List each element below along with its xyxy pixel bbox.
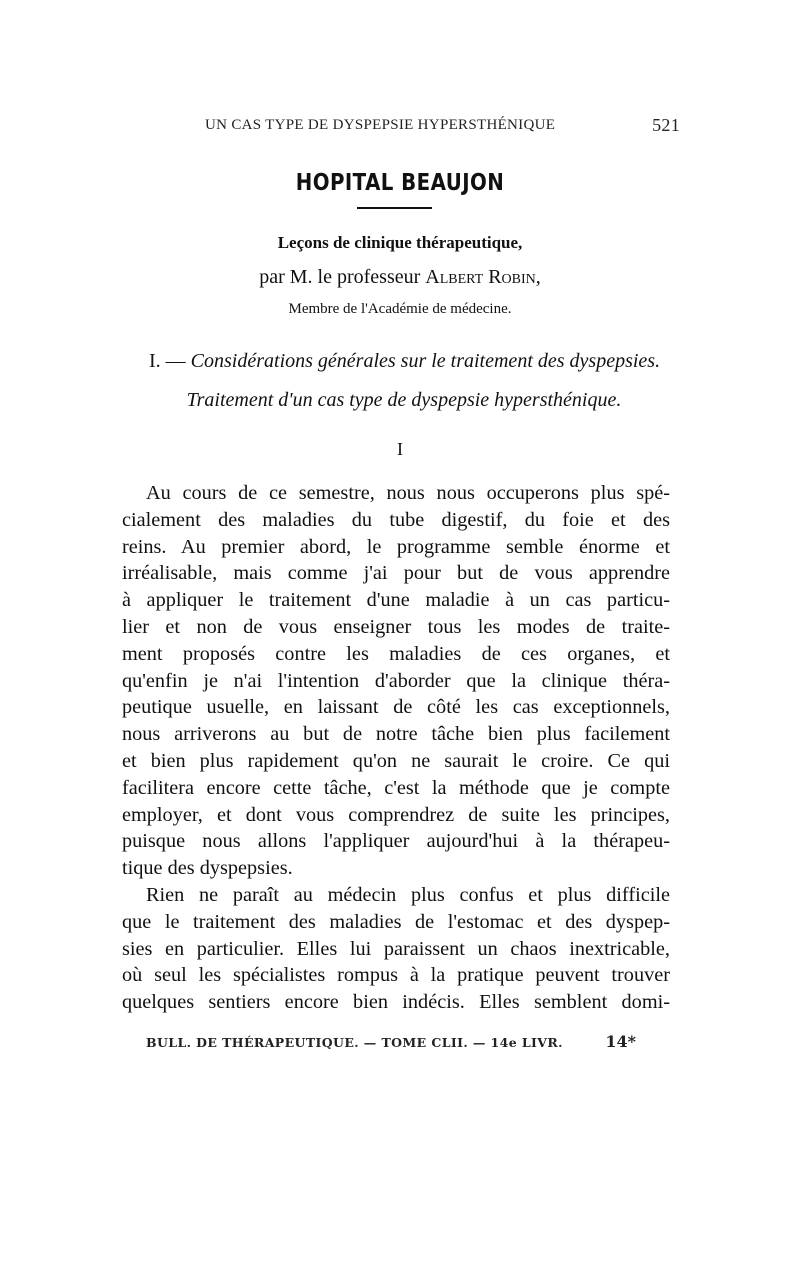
section-heading bbox=[149, 350, 679, 373]
body-line: facilitera encore cette tâche, c'est la méthode que je compte bbox=[122, 776, 670, 799]
body-line: où seul les spécialistes rompus à la pratique peuvent trouver bbox=[122, 964, 670, 987]
heading-rule bbox=[357, 207, 432, 209]
member-line: Membre de l'Académie de médecine. bbox=[288, 301, 512, 317]
body-line: Rien ne paraît au médecin plus confus et plus difficile bbox=[146, 883, 670, 906]
body-line: employer, et dont vous comprendrez de suite les principes, bbox=[122, 803, 670, 826]
body-line: que le traitement des maladies de l'estomac et des dyspep- bbox=[122, 910, 670, 933]
body-line: et bien plus rapidement qu'on ne saurait le croire. Ce qui bbox=[122, 749, 670, 772]
body-line: qu'enfin je n'ai l'intention d'aborder que la clinique théra- bbox=[122, 669, 670, 692]
footer-signature: BULL. DE THÉRAPEUTIQUE. — TOME CLII. — 14e LIVR. bbox=[146, 1035, 563, 1050]
page-number: 521 bbox=[652, 115, 680, 135]
lecons-line: Leçons de clinique thérapeutique, bbox=[277, 233, 523, 252]
body-line: irréalisable, mais comme j'ai pour but de vous apprendre bbox=[122, 562, 670, 585]
hospital-heading: HOPITAL BEAUJON bbox=[295, 170, 505, 196]
body-line: Au cours de ce semestre, nous nous occuperons plus spé- bbox=[146, 482, 670, 504]
body-line: lier et non de vous enseigner tous les modes de traite- bbox=[122, 615, 670, 638]
author-prefix: par M. le professeur bbox=[259, 266, 421, 288]
body-line: ment proposés contre les maladies de ces organes, et bbox=[122, 642, 670, 665]
body-line: cialement des maladies du tube digestif, du foie et des bbox=[122, 508, 670, 531]
running-head-title: UN CAS TYPE DE DYSPEPSIE HYPERSTHÉNIQUE bbox=[205, 117, 556, 133]
body-line: tique des dyspepsies. bbox=[122, 857, 293, 880]
part-numeral: I bbox=[397, 439, 403, 459]
author-line bbox=[0, 266, 800, 289]
body-line: à appliquer le traitement d'une maladie à un cas particu- bbox=[122, 589, 670, 612]
author-name: Albert Robin, bbox=[425, 266, 541, 288]
section-title: Considérations générales sur le traitement des dyspepsies. bbox=[190, 350, 661, 372]
body-line: nous arriverons au but de notre tâche bien plus facilement bbox=[122, 723, 670, 746]
body-line: puisque nous allons l'appliquer aujourd'hui à la thérapeu- bbox=[122, 830, 670, 853]
body-line: reins. Au premier abord, le programme semble énorme et bbox=[122, 535, 670, 558]
section-number: I. — bbox=[149, 350, 186, 372]
footer-mark: 14* bbox=[605, 1032, 636, 1051]
body-text bbox=[122, 480, 670, 1016]
body-line: quelques sentiers encore bien indécis. Elles semblent domi- bbox=[122, 991, 670, 1014]
body-line: peutique usuelle, en laissant de côté les cas exceptionnels, bbox=[122, 696, 670, 719]
body-line: sies en particulier. Elles lui paraissent un chaos inextricable, bbox=[122, 937, 670, 960]
section-subtitle: Traitement d'un cas type de dyspepsie hypersthénique. bbox=[186, 389, 622, 411]
